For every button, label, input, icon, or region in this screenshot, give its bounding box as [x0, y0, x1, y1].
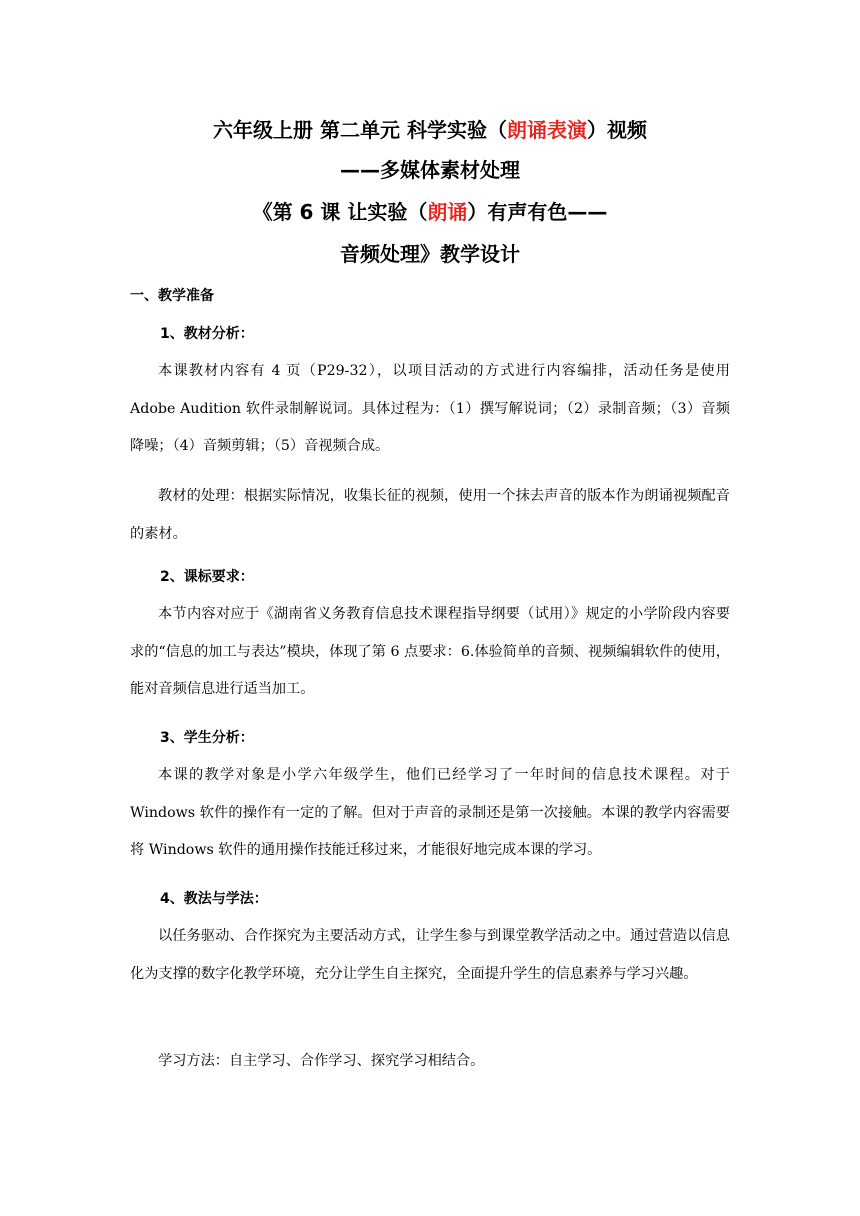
- title-text: 《第 6 课 让实验（: [252, 200, 428, 224]
- section-heading: 一、教学准备: [130, 288, 214, 304]
- subsection-heading: 3、学生分析：: [160, 730, 254, 746]
- title-highlight: 朗诵: [427, 200, 468, 224]
- title-text: 六年级上册 第二单元 科学实验（: [213, 118, 507, 142]
- title-highlight: 朗诵表演: [506, 118, 587, 142]
- paragraph: 本节内容对应于《湖南省义务教育信息技术课程指导纲要（试用）》规定的小学阶段内容要求的“信息的加工与表达”模块，体现了第 6 点要求：6.体验简单的音频、视频编辑软件的使用，能对音频信息进行适当加工。: [130, 606, 730, 697]
- title-line-2: ——多媒体素材处理: [340, 158, 520, 182]
- title-line-1: [0, 118, 860, 142]
- title-line-3: [0, 200, 860, 224]
- paragraph: 以任务驱动、合作探究为主要活动方式，让学生参与到课堂教学活动之中。通过营造以信息化为支撑的数字化教学环境，充分让学生自主探究，全面提升学生的信息素养与学习兴趣。: [130, 928, 730, 982]
- title-line-4: 音频处理》教学设计: [340, 242, 520, 266]
- subsection-heading: 4、教法与学法：: [160, 891, 268, 907]
- paragraph: 本课教材内容有 4 页（P29-32），以项目活动的方式进行内容编排，活动任务是使用 Adobe Audition 软件录制解说词。具体过程为：（1）撰写解说词；（2）录制音频；（3）音频降噪；（4）音频剪辑；（5）音视频合成。: [130, 363, 730, 454]
- paragraph: 本课的教学对象是小学六年级学生，他们已经学习了一年时间的信息技术课程。对于 Windows 软件的操作有一定的了解。但对于声音的录制还是第一次接触。本课的教学内容需要将 Windows 软件的通用操作技能迁移过来，才能很好地完成本课的学习。: [130, 767, 730, 858]
- title-text: ）视频: [586, 118, 647, 142]
- paragraph: 学习方法：自主学习、合作学习、探究学习相结合。: [158, 1053, 485, 1069]
- paragraph: 教材的处理：根据实际情况，收集长征的视频，使用一个抹去声音的版本作为朗诵视频配音的素材。: [130, 488, 730, 542]
- title-text: ）有声有色——: [467, 200, 608, 224]
- subsection-heading: 2、课标要求：: [160, 569, 254, 585]
- subsection-heading: 1、教材分析：: [160, 326, 254, 342]
